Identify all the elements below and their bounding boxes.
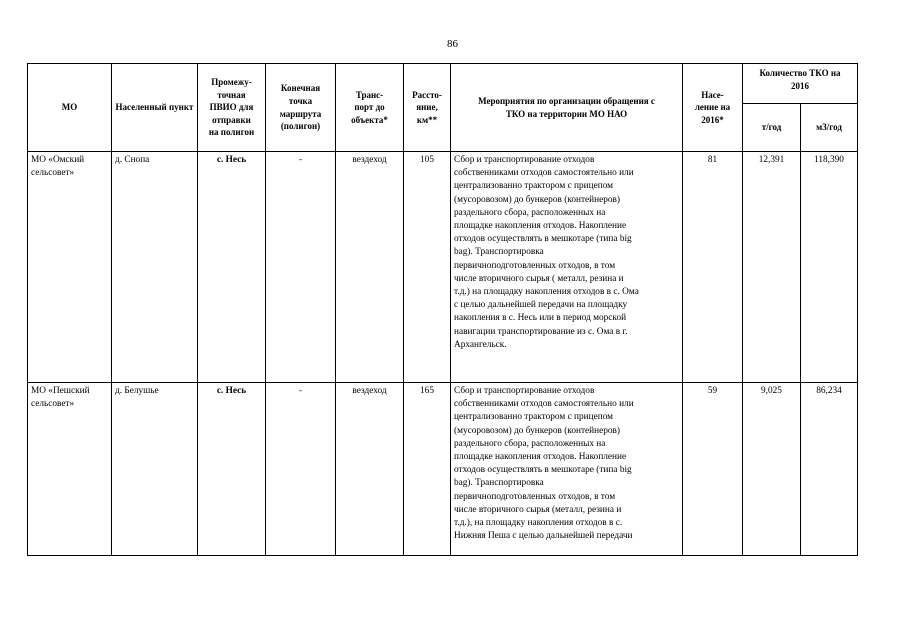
text-line: накопления в с. Несь или в период морской	[454, 313, 627, 324]
page-number: 86	[447, 38, 458, 50]
header-line: Мероприятия по организации обращения с	[478, 95, 655, 106]
cell-population: 59	[683, 383, 743, 556]
cell-tons: 9,025	[743, 383, 801, 556]
text-line: первичноподготовленных отходов, в том	[454, 260, 616, 271]
header-line: 2016	[791, 80, 809, 91]
cell-mo	[28, 383, 112, 556]
header-line: порт до	[354, 102, 385, 113]
cell-final-point: -	[266, 383, 336, 556]
header-row	[28, 64, 858, 104]
cell-transfer-point: с. Несь	[198, 383, 266, 556]
text-line: сельсовет»	[31, 168, 75, 179]
text-line: сельсовет»	[31, 399, 75, 410]
text-line: Нижняя Пеша с целью дальнейшей передачи	[454, 531, 633, 542]
text-line: собственниками отходов самостоятельно или	[454, 168, 634, 179]
header-population	[683, 64, 743, 152]
cell-final-point: -	[266, 152, 336, 383]
text-line: числе вторичного сырья ( металл, резина и	[454, 273, 624, 284]
cell-mo	[28, 152, 112, 383]
text-line: bag). Транспортировка	[454, 247, 544, 258]
text-line: т.д.), на площадку накопления отходов в с.	[454, 518, 623, 529]
cell-measures	[451, 383, 683, 556]
header-line: ТКО на территории МО НАО	[505, 108, 628, 119]
cell-transport: вездеход	[336, 152, 404, 383]
text-line: Архангельск.	[454, 339, 507, 350]
text-line: Сбор и транспортирование отходов	[454, 386, 595, 396]
header-mo: МО	[28, 64, 112, 152]
text-line: раздельного сбора, расположенных на	[454, 438, 606, 449]
text-line: площадке накопления отходов. Накопление	[454, 221, 627, 232]
text-line: отходов осуществлять в мешкотаре (типа big	[454, 234, 632, 245]
header-line: (полигон)	[280, 121, 321, 132]
text-line: площадке накопления отходов. Накопление	[454, 452, 627, 463]
header-transport	[336, 64, 404, 152]
cell-distance: 105	[404, 152, 451, 383]
header-line: Транс-	[355, 89, 384, 100]
header-tko-quantity	[743, 64, 858, 104]
header-line: ление на	[694, 102, 731, 113]
text-line: т.д.) на площадку накопления отходов в с. Ома	[454, 287, 639, 298]
header-measures	[451, 64, 683, 152]
text-line: МО «Омский	[31, 155, 85, 165]
cell-population: 81	[683, 152, 743, 383]
text-line: bag). Транспортировка	[454, 478, 544, 489]
header-line: Рассто-	[412, 89, 442, 100]
header-line: объекта*	[351, 114, 388, 125]
table-row	[28, 383, 858, 556]
text-line: Сбор и транспортирование отходов	[454, 155, 595, 165]
header-tons: т/год	[743, 104, 801, 152]
header-line: отправки	[212, 114, 251, 125]
cell-cubic: 86,234	[801, 383, 858, 556]
cell-distance: 165	[404, 383, 451, 556]
header-line: ПВИО для	[209, 102, 254, 113]
table-row	[28, 152, 858, 383]
header-distance	[404, 64, 451, 152]
cell-cubic: 118,390	[801, 152, 858, 383]
cell-settlement: д. Белушье	[112, 383, 198, 556]
text-line: навигации транспортирование из с. Ома в г.	[454, 326, 628, 337]
header-final-point	[266, 64, 336, 152]
text-line: числе вторичного сырья (металл, резина и	[454, 504, 622, 515]
cell-transfer-point: с. Несь	[198, 152, 266, 383]
text-line: раздельного сбора, расположенных на	[454, 207, 606, 218]
header-line: маршрута	[279, 108, 322, 119]
text-line: централизованно трактором с прицепом	[454, 412, 614, 423]
header-line: Промежу-	[211, 77, 252, 88]
header-line: яние,	[416, 102, 438, 113]
text-line: (мусоровозом) до бункеров (контейнеров)	[454, 194, 621, 205]
header-transfer-point	[198, 64, 266, 152]
header-line: точная	[217, 89, 246, 100]
header-line: Насе-	[701, 89, 724, 100]
cell-transport: вездеход	[336, 383, 404, 556]
cell-settlement: д. Снопа	[112, 152, 198, 383]
header-cubic: м3/год	[801, 104, 858, 152]
text-line: отходов осуществлять в мешкотаре (типа big	[454, 465, 632, 476]
text-line: собственниками отходов самостоятельно или	[454, 399, 634, 410]
header-line: Количество ТКО на	[759, 68, 841, 78]
header-settlement: Населенный пункт	[112, 64, 198, 152]
text-line: централизованно трактором с прицепом	[454, 181, 614, 192]
cell-tons: 12,391	[743, 152, 801, 383]
text-line: с целью дальнейшей передачи на площадку	[454, 300, 628, 311]
tko-table	[27, 63, 858, 556]
header-line: 2016*	[701, 114, 724, 125]
text-line: первичноподготовленных отходов, в том	[454, 491, 616, 502]
header-line: точка	[288, 95, 313, 106]
text-line: (мусоровозом) до бункеров (контейнеров)	[454, 425, 621, 436]
header-line: км**	[416, 114, 438, 125]
cell-measures	[451, 152, 683, 383]
header-line: Конечная	[280, 83, 321, 94]
text-line: МО «Пешский	[31, 386, 90, 396]
header-line: на полигон	[208, 127, 255, 138]
